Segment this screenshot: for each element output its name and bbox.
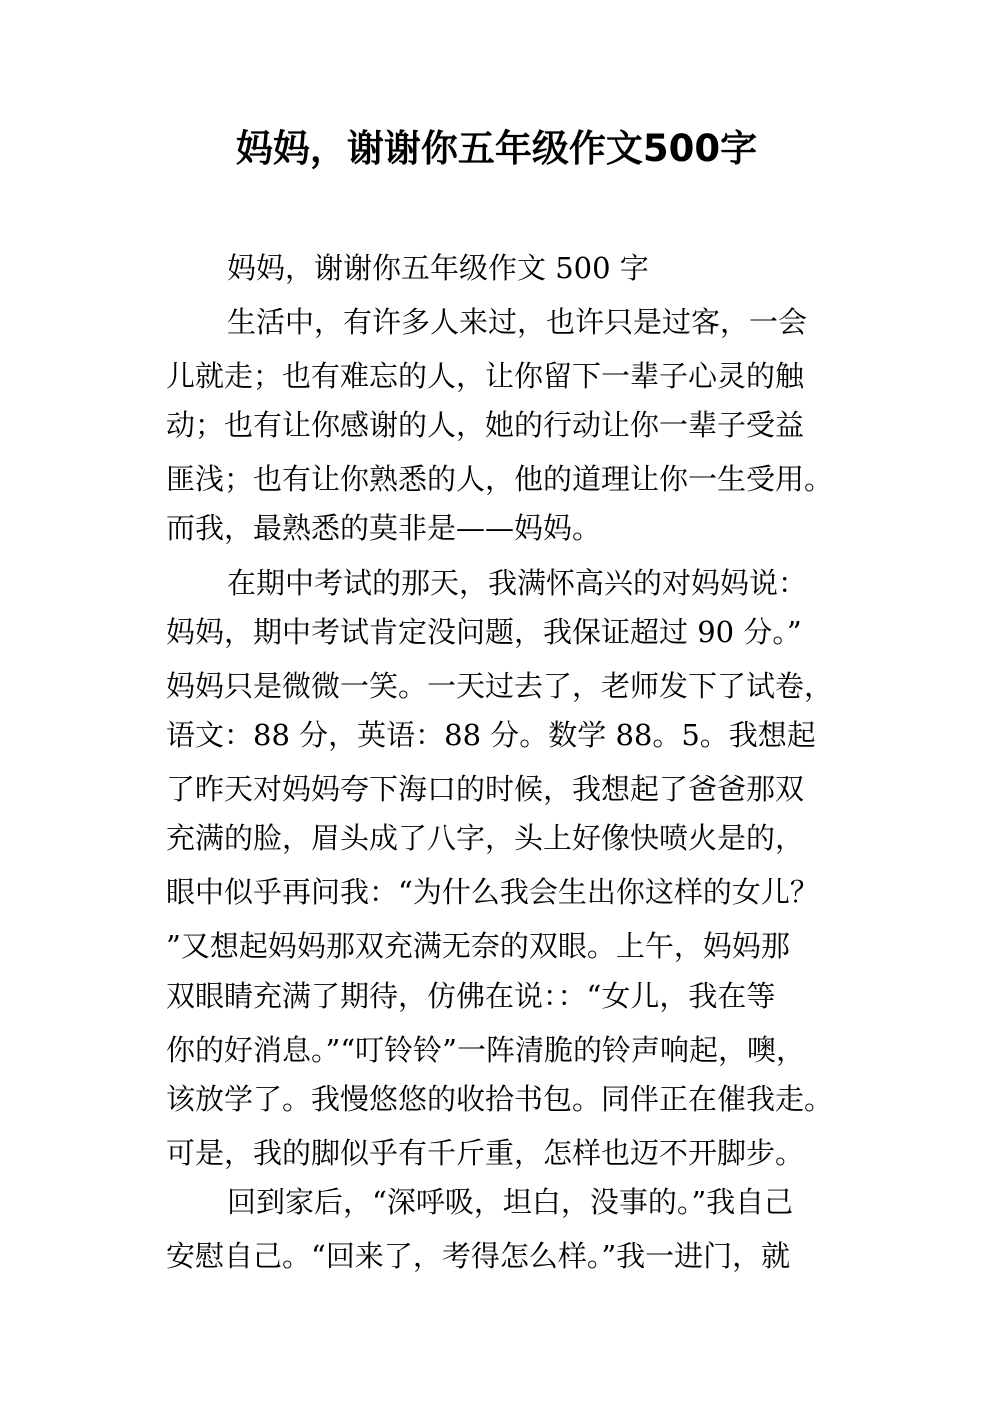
text-line: 眼中似乎再问我：“为什么我会生出你这样的女儿？	[166, 875, 819, 909]
text-line: 而我，最熟悉的莫非是——妈妈。	[166, 511, 602, 545]
text-line: 生活中，有许多人来过，也许只是过客，一会	[227, 305, 808, 339]
text-line: 在期中考试的那天，我满怀高兴的对妈妈说：	[227, 566, 808, 600]
text-line: 妈妈，谢谢你五年级作文 500 字	[227, 251, 649, 285]
text-line: 该放学了。我慢悠悠的收拾书包。同伴正在催我走。	[166, 1082, 834, 1116]
text-line: 匪浅；也有让你熟悉的人，他的道理让你一生受用。	[166, 462, 834, 496]
text-line: 充满的脸，眉头成了八字，头上好像快喷火是的，	[166, 821, 805, 855]
text-line: 回到家后，“深呼吸，坦白，没事的。”我自己	[227, 1185, 794, 1219]
text-line: 了昨天对妈妈夸下海口的时候，我想起了爸爸那双	[166, 772, 805, 806]
text-line: 安慰自己。“回来了，考得怎么样。”我一进门，就	[166, 1239, 791, 1273]
text-line: 妈妈只是微微一笑。一天过去了，老师发下了试卷，	[166, 669, 834, 703]
text-line: ”又想起妈妈那双充满无奈的双眼。上午，妈妈那	[166, 929, 790, 963]
document-title: 妈妈，谢谢你五年级作文500字	[235, 127, 758, 170]
text-line: 语文：88 分，英语：88 分。数学 88。5。我想起	[166, 718, 816, 752]
text-line: 双眼睛充满了期待，仿佛在说：：“女儿，我在等	[166, 979, 776, 1013]
text-line: 儿就走；也有难忘的人，让你留下一辈子心灵的触	[166, 359, 805, 393]
text-line: 可是，我的脚似乎有千斤重，怎样也迈不开脚步。	[166, 1136, 805, 1170]
text-line: 动；也有让你感谢的人，她的行动让你一辈子受益	[166, 408, 805, 442]
text-line: 你的好消息。”“叮铃铃”一阵清脆的铃声响起，噢，	[166, 1033, 805, 1067]
text-line: 妈妈，期中考试肯定没问题，我保证超过 90 分。”	[166, 615, 802, 649]
